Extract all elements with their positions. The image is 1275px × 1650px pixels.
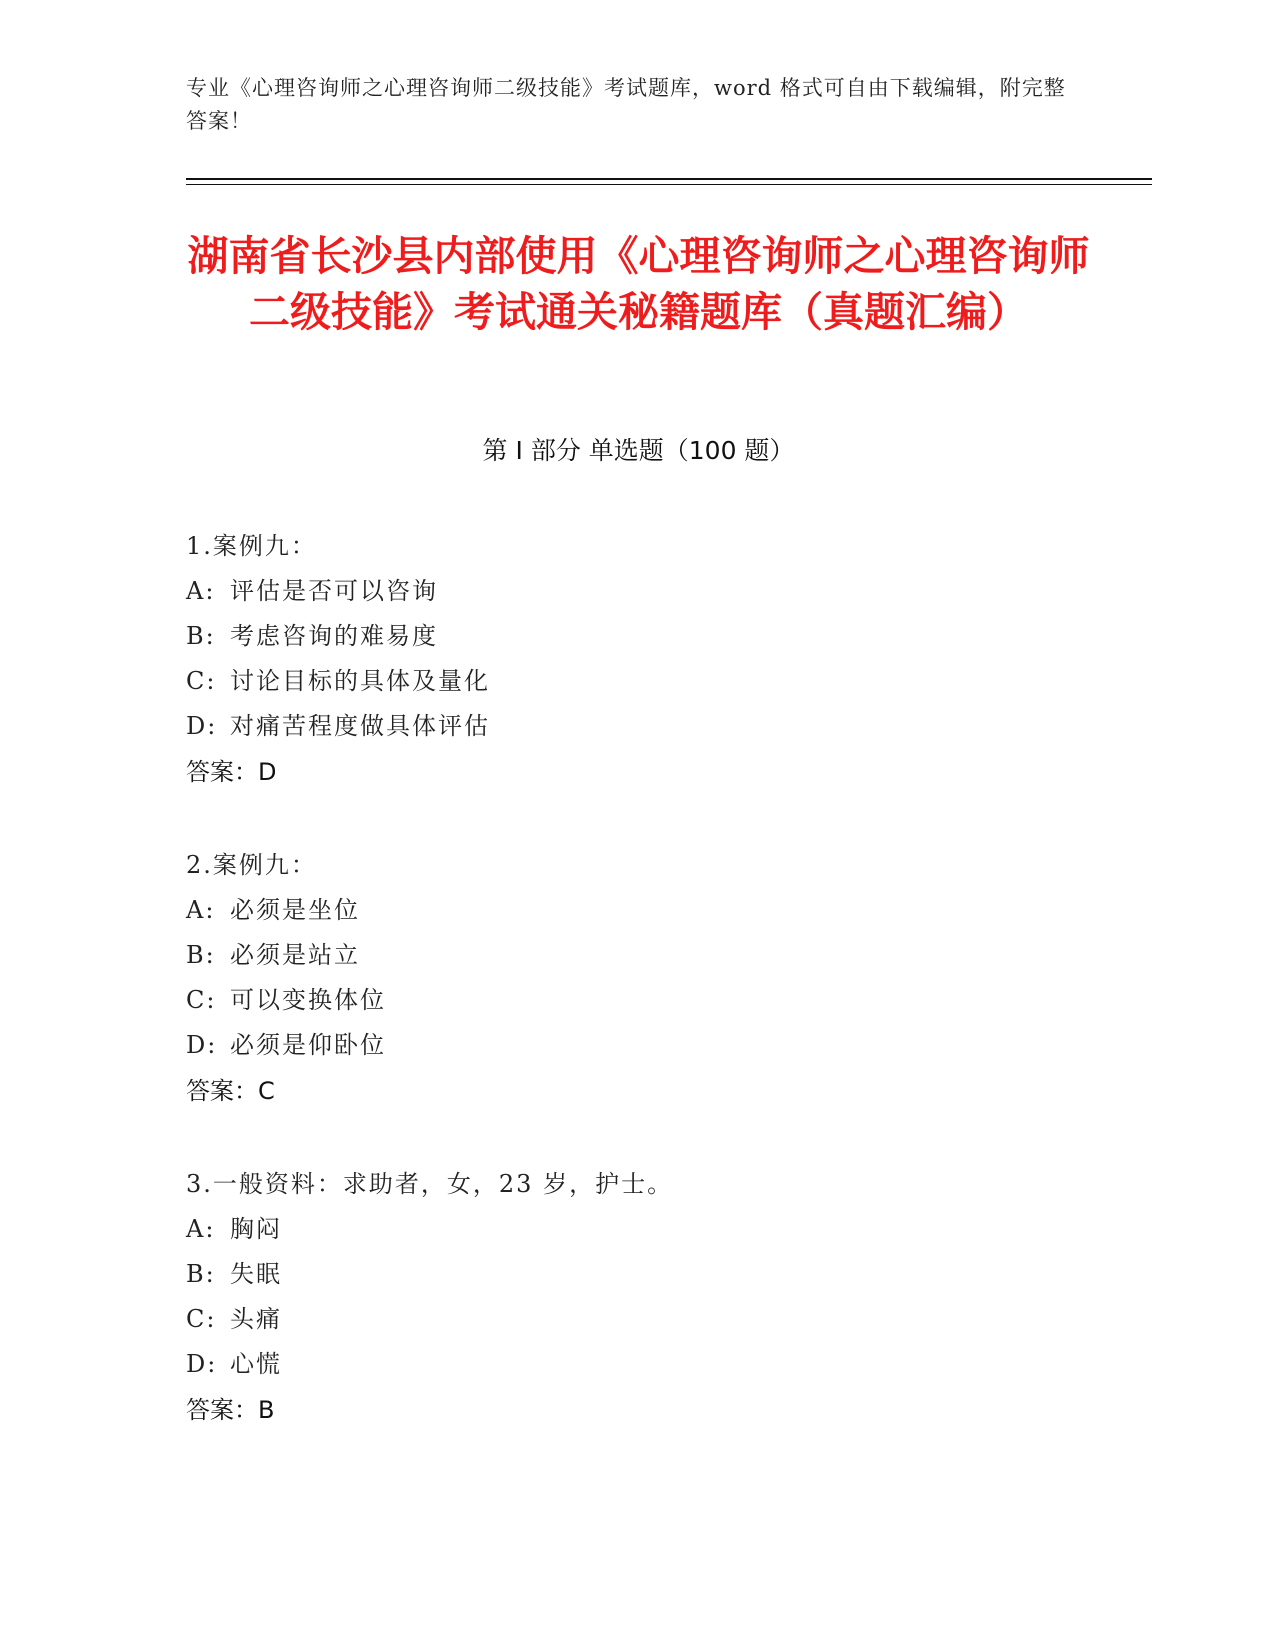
option-text: 可以变换体位 bbox=[230, 986, 386, 1014]
option-text: 胸闷 bbox=[230, 1215, 282, 1243]
option-c bbox=[186, 1297, 1086, 1342]
option-a bbox=[186, 1207, 1086, 1252]
section-title: 第 I 部分 单选题（100 题） bbox=[482, 436, 795, 465]
option-letter: C: bbox=[186, 1305, 217, 1333]
answer-line: 答案：D bbox=[186, 758, 277, 786]
option-text: 对痛苦程度做具体评估 bbox=[230, 712, 490, 740]
option-c bbox=[186, 978, 1086, 1023]
option-c bbox=[186, 659, 1086, 704]
question-stem: 1.案例九： bbox=[186, 532, 317, 560]
option-text: 讨论目标的具体及量化 bbox=[230, 667, 490, 695]
option-text: 头痛 bbox=[230, 1305, 282, 1333]
option-letter: A: bbox=[186, 896, 216, 924]
answer-line: 答案：B bbox=[186, 1396, 275, 1424]
option-letter: C: bbox=[186, 667, 217, 695]
option-b bbox=[186, 933, 1086, 978]
option-letter: D: bbox=[186, 712, 218, 740]
question-1 bbox=[186, 524, 1086, 795]
header-divider-thin bbox=[186, 184, 1152, 185]
option-d bbox=[186, 1023, 1086, 1068]
option-text: 必须是仰卧位 bbox=[230, 1031, 386, 1059]
option-text: 必须是坐位 bbox=[230, 896, 360, 924]
option-b bbox=[186, 1252, 1086, 1297]
option-letter: D: bbox=[186, 1031, 218, 1059]
option-letter: B: bbox=[186, 941, 216, 969]
option-letter: A: bbox=[186, 1215, 216, 1243]
question-2 bbox=[186, 843, 1086, 1114]
answer-line: 答案：C bbox=[186, 1077, 275, 1105]
option-a bbox=[186, 888, 1086, 933]
header-note: 专业《心理咨询师之心理咨询师二级技能》考试题库，word 格式可自由下载编辑，附完整答案！ bbox=[186, 76, 1066, 133]
option-letter: B: bbox=[186, 622, 216, 650]
option-text: 考虑咨询的难易度 bbox=[230, 622, 438, 650]
question-3 bbox=[186, 1162, 1086, 1433]
option-text: 失眠 bbox=[230, 1260, 282, 1288]
question-stem: 2.案例九： bbox=[186, 851, 317, 879]
question-stem: 3.一般资料：求助者，女，23 岁，护士。 bbox=[186, 1170, 674, 1198]
option-letter: C: bbox=[186, 986, 217, 1014]
option-text: 评估是否可以咨询 bbox=[230, 577, 438, 605]
option-d bbox=[186, 704, 1086, 749]
option-letter: A: bbox=[186, 577, 216, 605]
option-letter: D: bbox=[186, 1350, 218, 1378]
document-title: 湖南省长沙县内部使用《心理咨询师之心理咨询师二级技能》考试通关秘籍题库（真题汇编） bbox=[187, 232, 1090, 336]
option-text: 必须是站立 bbox=[230, 941, 360, 969]
option-letter: B: bbox=[186, 1260, 216, 1288]
option-a bbox=[186, 569, 1086, 614]
option-b bbox=[186, 614, 1086, 659]
option-text: 心慌 bbox=[230, 1350, 282, 1378]
header-divider bbox=[186, 178, 1152, 180]
option-d bbox=[186, 1342, 1086, 1387]
